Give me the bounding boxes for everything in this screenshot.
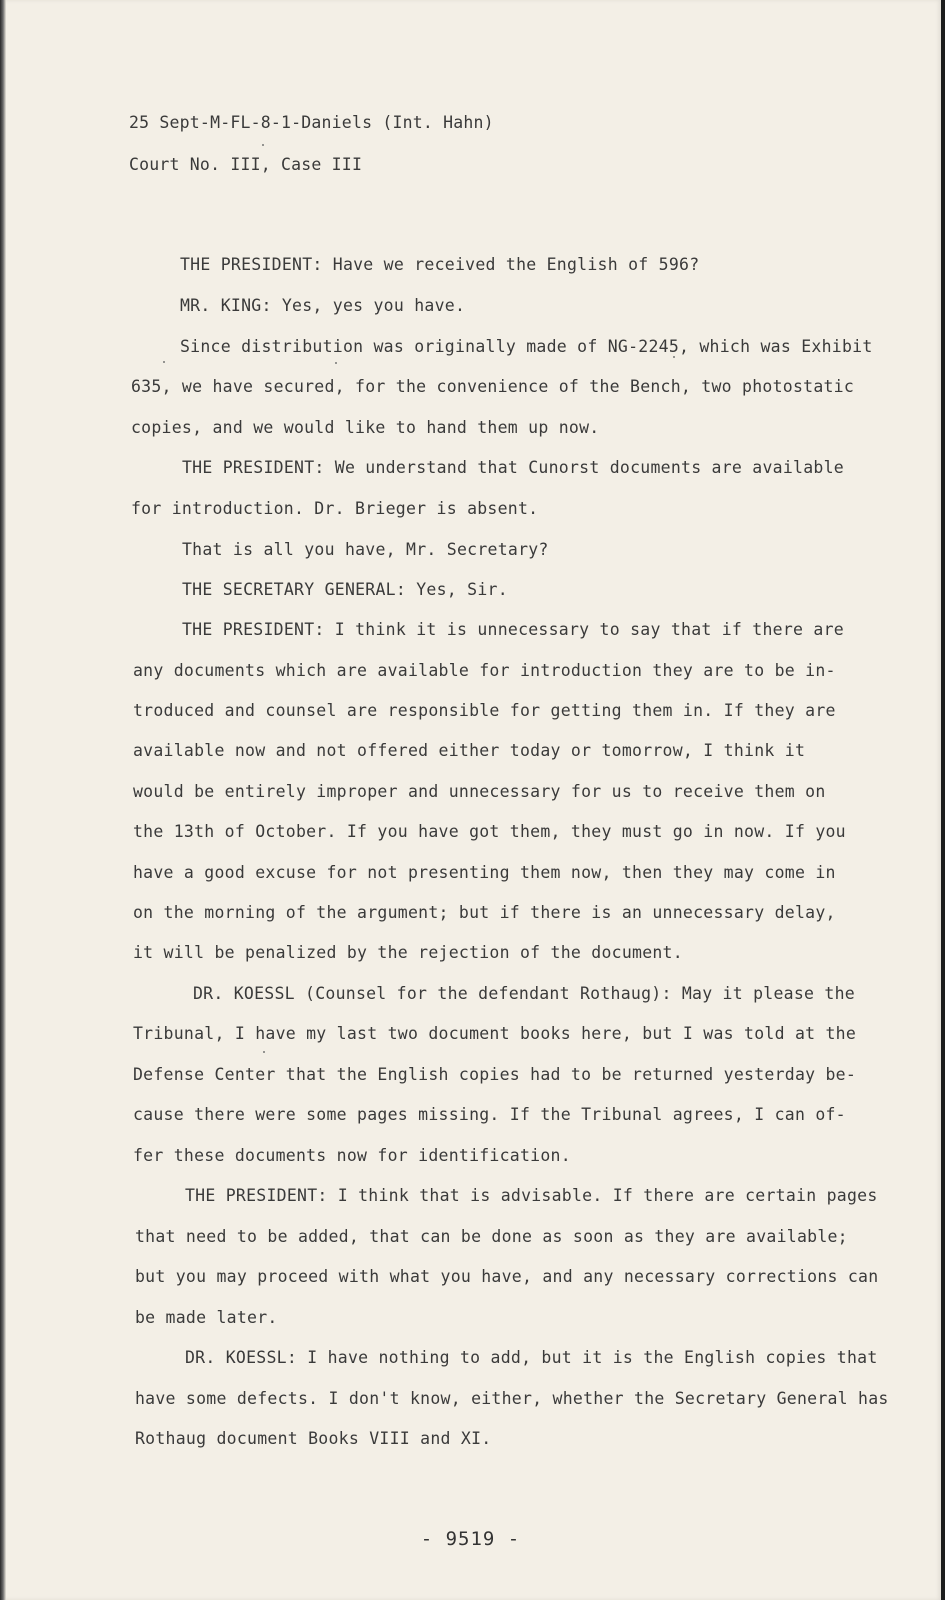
- paper-speck: [673, 356, 675, 358]
- transcript-line: Tribunal, I have my last two document books here, but I was told at the: [133, 1024, 857, 1043]
- page-number: - 9519 -: [420, 1528, 521, 1550]
- transcript-line: copies, and we would like to hand them up now.: [131, 418, 600, 437]
- transcript-line: THE PRESIDENT: Have we received the English of 596?: [180, 255, 700, 274]
- transcript-line: Rothaug document Books VIII and XI.: [135, 1429, 492, 1448]
- transcript-line: have a good excuse for not presenting them now, then they may come in: [133, 863, 836, 882]
- transcript-line: that need to be added, that can be done as soon as they are available;: [135, 1227, 848, 1246]
- transcript-line: THE SECRETARY GENERAL: Yes, Sir.: [182, 580, 508, 599]
- page-edge: [0, 0, 6, 1600]
- transcript-line: Since distribution was originally made of NG-2245, which was Exhibit: [180, 337, 873, 356]
- transcript-line: for introduction. Dr. Brieger is absent.: [131, 499, 539, 518]
- transcript-line: THE PRESIDENT: I think that is advisable. If there are certain pages: [185, 1186, 878, 1205]
- paper-speck: [335, 362, 337, 364]
- transcript-line: That is all you have, Mr. Secretary?: [182, 540, 549, 559]
- transcript-line: fer these documents now for identification.: [133, 1146, 571, 1165]
- transcript-line: on the morning of the argument; but if there is an unnecessary delay,: [133, 903, 836, 922]
- transcript-line: DR. KOESSL: I have nothing to add, but it is the English copies that: [185, 1348, 878, 1367]
- transcript-line: DR. KOESSL (Counsel for the defendant Rothaug): May it please the: [193, 984, 855, 1003]
- transcript-line: cause there were some pages missing. If the Tribunal agrees, I can of-: [133, 1105, 846, 1124]
- transcript-line: available now and not offered either today or tomorrow, I think it: [133, 741, 806, 760]
- transcript-line: the 13th of October. If you have got them, they must go in now. If you: [133, 822, 846, 841]
- transcript-line: MR. KING: Yes, yes you have.: [180, 296, 466, 315]
- transcript-line: THE PRESIDENT: We understand that Cunorst documents are available: [182, 458, 844, 477]
- paper-speck: [263, 1051, 265, 1053]
- transcript-line: it will be penalized by the rejection of the document.: [133, 943, 683, 962]
- transcript-line: be made later.: [135, 1308, 278, 1327]
- transcript-line: Defense Center that the English copies had to be returned yesterday be-: [133, 1065, 857, 1084]
- transcript-line: have some defects. I don't know, either, whether the Secretary General has: [135, 1389, 889, 1408]
- transcript-line: troduced and counsel are responsible for getting them in. If they are: [133, 701, 836, 720]
- transcript-line: but you may proceed with what you have, and any necessary corrections can: [135, 1267, 879, 1286]
- transcript-line: would be entirely improper and unnecessary for us to receive them on: [133, 782, 826, 801]
- paper-speck: [163, 361, 165, 363]
- transcript-line: THE PRESIDENT: I think it is unnecessary to say that if there are: [182, 620, 844, 639]
- header-court: Court No. III, Case III: [129, 155, 363, 174]
- header-reference: 25 Sept-M-FL-8-1-Daniels (Int. Hahn): [129, 113, 494, 132]
- transcript-line: any documents which are available for introduction they are to be in-: [133, 661, 836, 680]
- transcript-line: 635, we have secured, for the convenience of the Bench, two photostatic: [131, 377, 855, 396]
- paper-speck: [262, 144, 264, 146]
